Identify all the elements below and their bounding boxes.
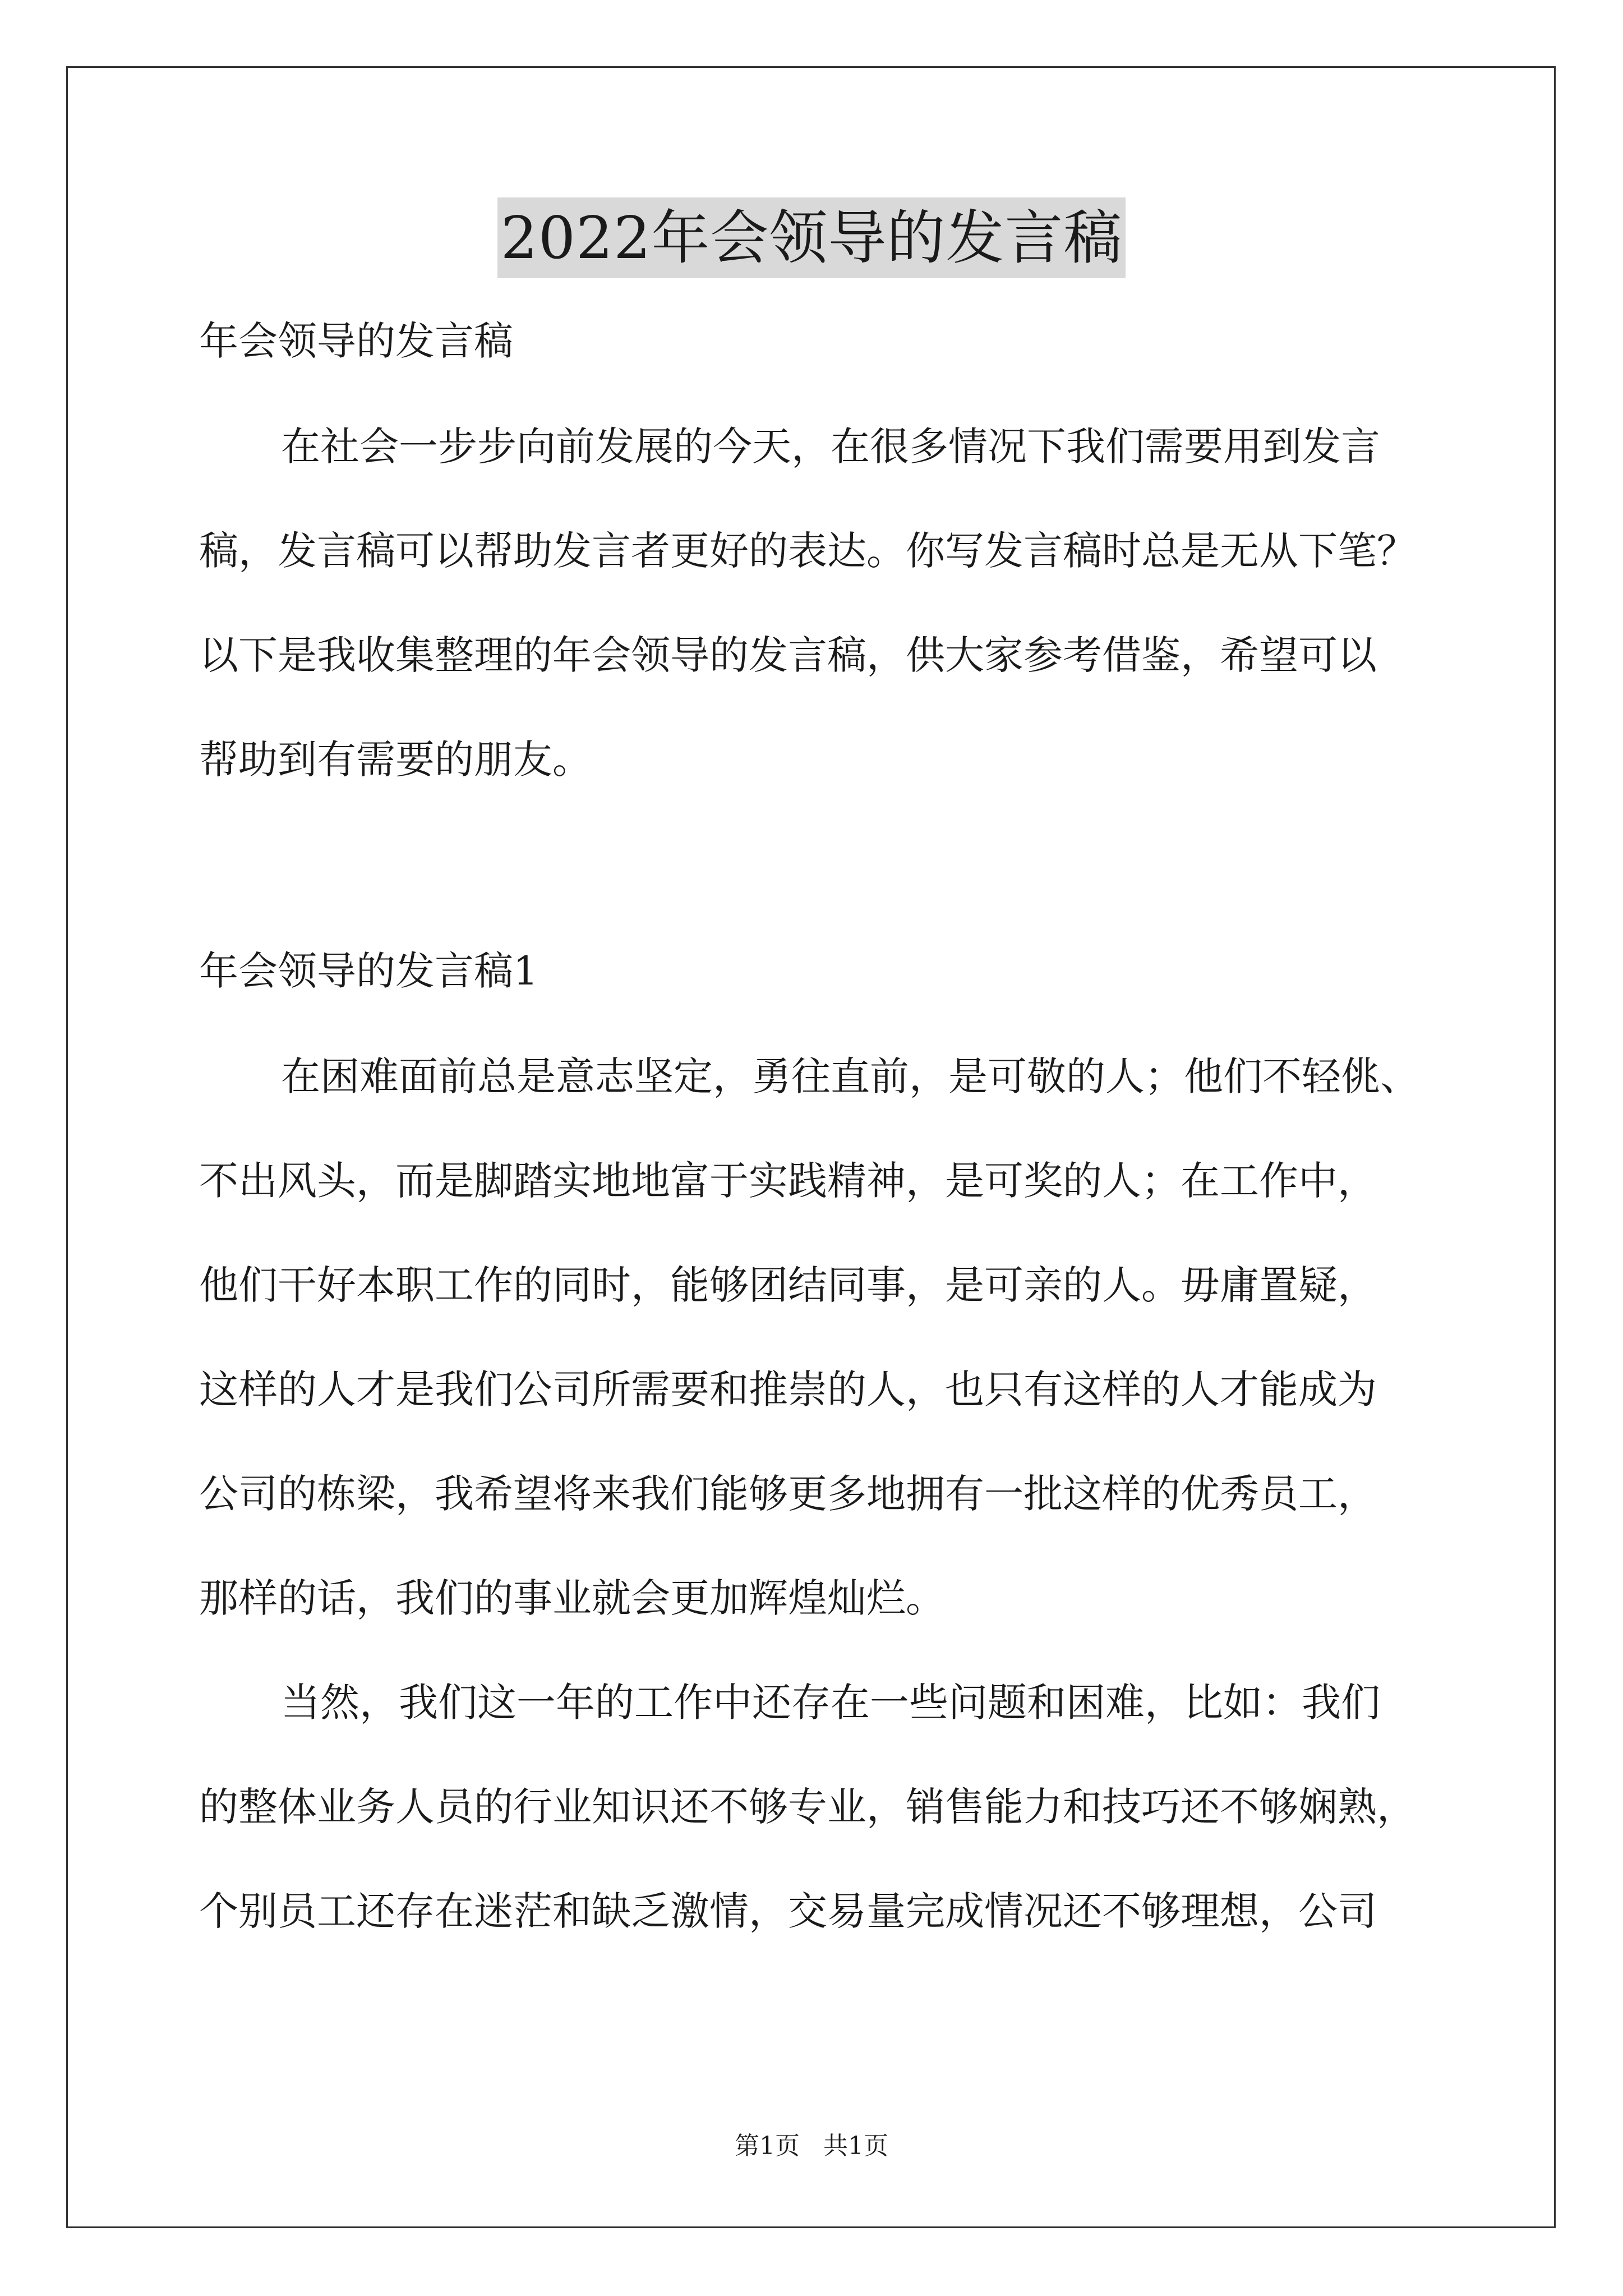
paragraph-line: 不出风头，而是脚踏实地地富于实践精神，是可奖的人；在工作中， [199, 1158, 1377, 1204]
paragraph-line: 以下是我收集整理的年会领导的发言稿，供大家参考借鉴，希望可以 [199, 632, 1377, 678]
intro-heading: 年会领导的发言稿 [199, 318, 513, 364]
document-body [199, 315, 1438, 1937]
paragraph-line: 的整体业务人员的行业知识还不够专业，销售能力和技巧还不够娴熟， [199, 1784, 1416, 1830]
paragraph-line: 在困难面前总是意志坚定，勇往直前，是可敬的人；他们不轻佻、 [281, 1053, 1419, 1099]
page-footer [0, 2129, 1623, 2163]
paragraph-line: 公司的栋梁，我希望将来我们能够更多地拥有一批这样的优秀员工， [199, 1471, 1377, 1517]
section1-paragraph-2 [199, 1677, 1438, 1937]
intro-paragraph [199, 421, 1438, 785]
paragraph-line: 那样的话，我们的事业就会更加辉煌灿烂。 [199, 1575, 945, 1621]
title-container [0, 197, 1623, 278]
section1-paragraph-1 [199, 1051, 1438, 1624]
paragraph-line: 稿，发言稿可以帮助发言者更好的表达。你写发言稿时总是无从下笔？ [199, 528, 1416, 574]
page-total: 共1页 [823, 2132, 888, 2160]
paragraph-line: 在社会一步步向前发展的今天，在很多情况下我们需要用到发言 [281, 424, 1380, 470]
paragraph-line: 帮助到有需要的朋友。 [199, 737, 592, 783]
paragraph-line: 这样的人才是我们公司所需要和推崇的人，也只有这样的人才能成为 [199, 1366, 1377, 1412]
paragraph-line: 当然，我们这一年的工作中还存在一些问题和困难，比如：我们 [281, 1680, 1380, 1726]
page-number: 第1页 [735, 2132, 800, 2160]
paragraph-line: 他们干好本职工作的同时，能够团结同事，是可亲的人。毋庸置疑， [199, 1262, 1377, 1308]
paragraph-line: 个别员工还存在迷茫和缺乏激情，交易量完成情况还不够理想，公司 [199, 1888, 1377, 1934]
document-title: 2022年会领导的发言稿 [497, 197, 1126, 278]
section-heading: 年会领导的发言稿1 [199, 948, 538, 994]
